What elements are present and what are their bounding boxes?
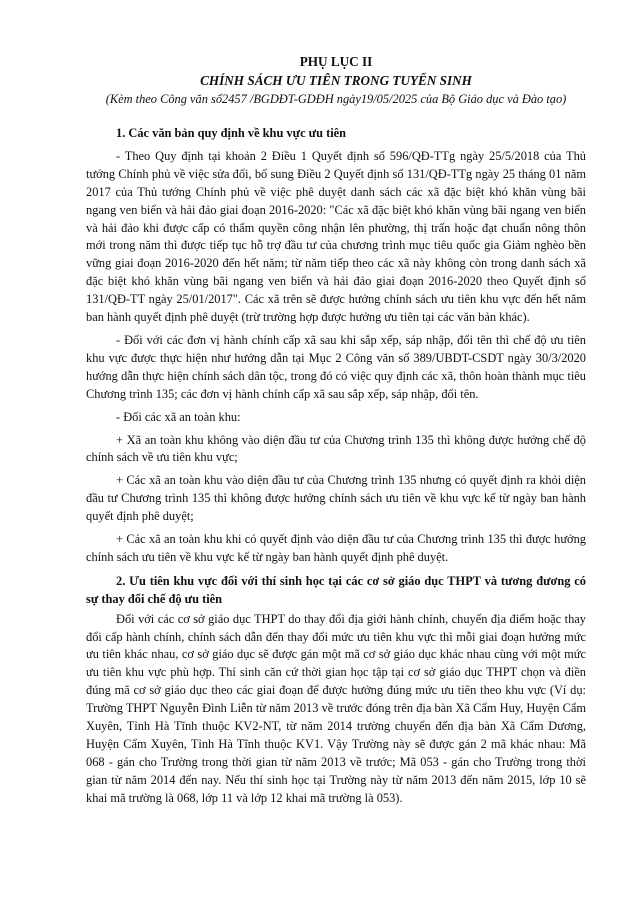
section-1-paragraph: + Các xã an toàn khu khi có quyết định vào diện đầu tư của Chương trình 135 thì được hưởng chính sách ưu tiên về khu vực kể từ ngày ban hành quyết định phê duyệt. — [86, 532, 586, 564]
section-1-paragraph: + Các xã an toàn khu vào diện đầu tư của Chương trình 135 nhưng có quyết định ra khỏi diện đầu tư Chương trình 135 thì không được hưởng chính sách ưu tiên về khu vực kể từ ngày ban hành quyết định phê duyệt; — [86, 473, 586, 524]
appendix-title: PHỤ LỤC II — [299, 54, 373, 69]
document-note: (Kèm theo Công văn số2457 /BGDĐT-GDĐH ngày19/05/2025 của Bộ Giáo dục và Đào tạo) — [105, 92, 567, 106]
document-subtitle: CHÍNH SÁCH ƯU TIÊN TRONG TUYỂN SINH — [200, 73, 472, 88]
section-1-paragraph: - Đối các xã an toàn khu: — [116, 409, 241, 424]
section-1-paragraph: - Đối với các đơn vị hành chính cấp xã sau khi sắp xếp, sáp nhập, đổi tên thì chế độ ưu tiên khu vực được thực hiện như hướng dẫn tại Mục 2 Công văn số 389/UBDT-CSDT ngày 30/3/2020 hướng dẫn thực hiện chính sách dân tộc, trong đó có việc quy định các xã, thôn hoàn thành mục tiêu Chương trình 135; các đơn vị hành chính cấp xã sau sắp xếp, sáp nhập, đổi tên. — [86, 332, 586, 401]
document-page — [86, 52, 586, 808]
section-2-paragraph: Đối với các cơ sở giáo dục THPT do thay đổi địa giới hành chính, chuyển địa điểm hoặc thay đổi cấp hành chính, chính sách dẫn đến thay đổi mức ưu tiên khu vực thì mỗi giai đoạn hưởng mức ưu tiên khác nhau, cơ sở giáo dục sẽ được gán một mã cơ sở giáo dục khác nhau cùng với một mức ưu tiên khu vực phù hợp. Thí sinh căn cứ thời gian học tập tại cơ sở giáo dục THPT chọn và điền đúng mã cơ sở giáo dục theo các giai đoạn để được hưởng đúng mức ưu tiên theo khu vực (Ví dụ: Trường THPT Nguyễn Đình Liễn từ năm 2013 về trước đóng trên địa bàn Xã Cẩm Huy, Huyện Cẩm Xuyên, Tỉnh Hà Tĩnh thuộc KV2-NT, từ năm 2014 trường chuyển đến địa bàn Xã Cẩm Dương, Huyện Cẩm Xuyên, Tỉnh Hà Tĩnh thuộc KV1. Vậy Trường này sẽ được gán 2 mã khác nhau: Mã 068 - gán cho Trường trong thời gian từ năm 2013 về trước; Mã 053 - gán cho Trường trong thời gian từ năm 2014 đến nay. Nếu thí sinh học tại Trường này từ năm 2013 đến năm 2015, lớp 10 sẽ khai mã trường là 068, lớp 11 và lớp 12 khai mã trường là 053). — [86, 611, 586, 805]
section-1-paragraph: + Xã an toàn khu không vào diện đầu tư của Chương trình 135 thì không được hưởng chế độ chính sách về ưu tiên khu vực; — [86, 432, 586, 465]
section-1-paragraph: - Theo Quy định tại khoản 2 Điều 1 Quyết định số 596/QĐ-TTg ngày 25/5/2018 của Thủ tướng Chính phủ về việc sửa đổi, bổ sung Điều 2 Quyết định số 131/QĐ-TTg ngày 25 tháng 01 năm 2017 của Thủ tướng Chính phủ về việc phê duyệt danh sách các xã đặc biệt khó khăn vùng bãi ngang ven biển và hải đảo giai đoạn 2016-2020: "Các xã đặc biệt khó khăn vùng bãi ngang ven biển và hải đảo khi được cấp có thẩm quyền công nhận lên phường, thị trấn hoặc đạt chuẩn nông thôn mới trong năm thì được tiếp tục hỗ trợ đầu tư của chương trình mục tiêu quốc gia Giảm nghèo bền vững giai đoạn 2016-2020 đến hết năm; từ năm tiếp theo các xã này không còn trong danh sách xã đặc biệt khó khăn vùng bãi ngang ven biển và hải đảo giai đoạn 2016-2020 theo Quyết định số 131/QĐ-TT ngày 25/01/2017". Các xã trên sẽ được hưởng chính sách ưu tiên khu vực đến hết năm ban hành quyết định phê duyệt (trừ trường hợp được hưởng ưu tiên tại các văn bản khác). — [86, 148, 586, 325]
section-1-heading: 1. Các văn bản quy định về khu vực ưu tiên — [116, 126, 347, 140]
section-2-heading: 2. Ưu tiên khu vực đối với thí sinh học tại các cơ sở giáo dục THPT và tương đương có sự thay đổi chế độ ưu tiên — [86, 573, 586, 606]
